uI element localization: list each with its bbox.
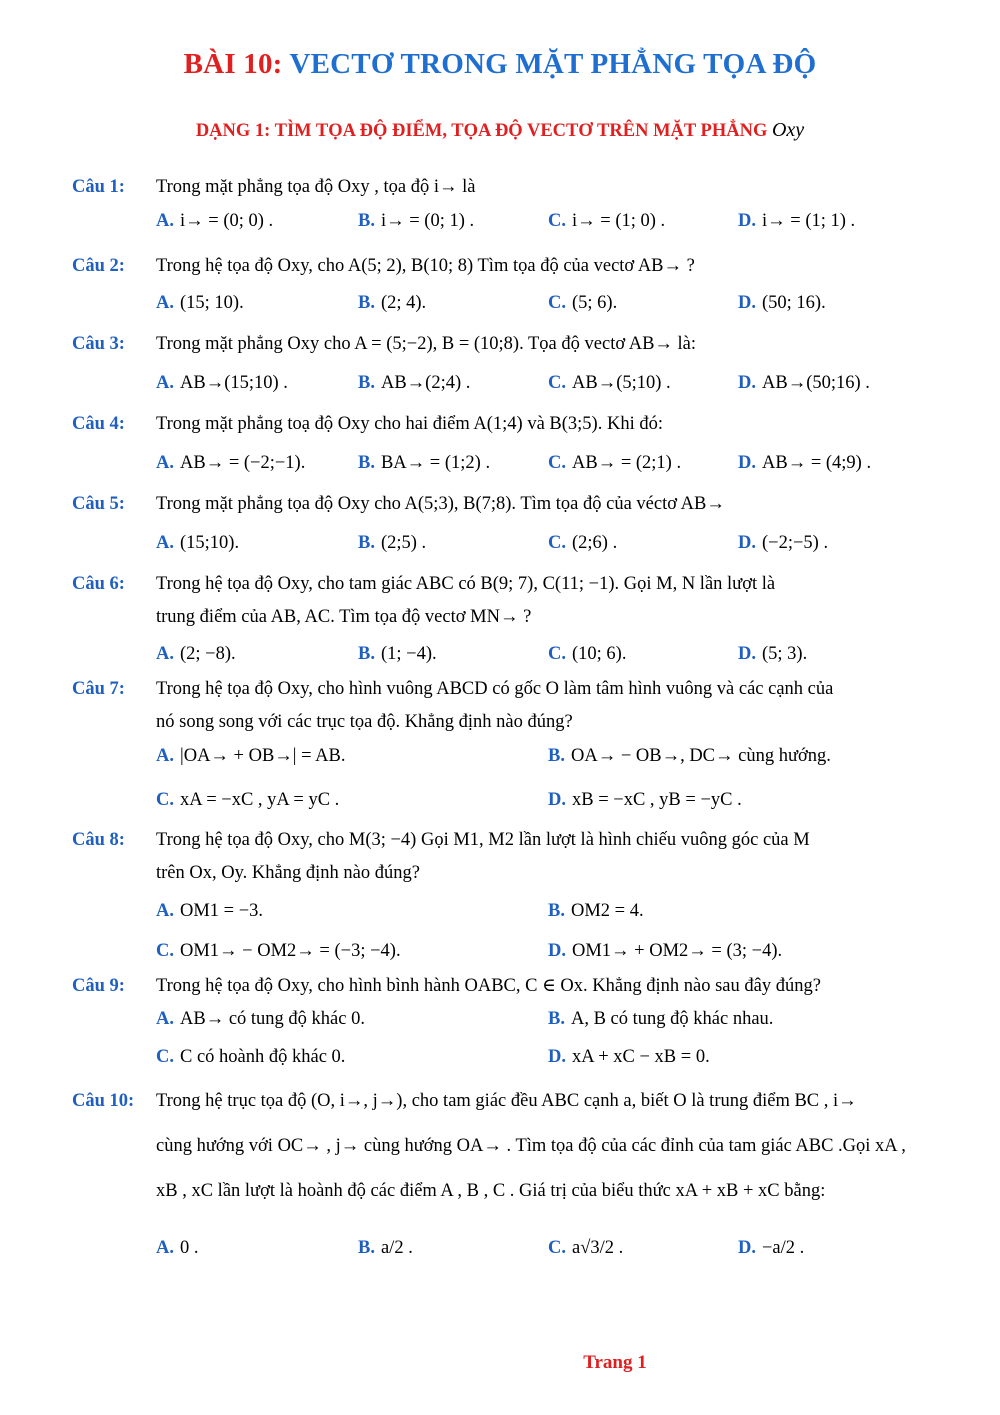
option-text: OA→ − OB→, DC→ cùng hướng. [570, 746, 831, 766]
option-text: OM1→ − OM2→ = (−3; −4). [180, 941, 401, 961]
option-letter: A. [156, 644, 174, 664]
answer-option[interactable] [548, 895, 644, 928]
answer-option[interactable] [358, 527, 426, 560]
question-number: Câu 2: [72, 256, 125, 276]
answer-option[interactable] [548, 367, 671, 400]
option-text: |OA→ + OB→| = AB. [180, 746, 346, 766]
option-letter: C. [548, 211, 566, 231]
option-text: AB→ = (2;1) . [572, 453, 682, 473]
option-text: (1; −4). [380, 644, 437, 664]
option-text: (50; 16). [762, 293, 826, 313]
option-text: AB→ = (4;9) . [762, 453, 872, 473]
question-number: Câu 9: [72, 976, 125, 996]
answer-option[interactable] [358, 1232, 413, 1265]
answer-option[interactable] [156, 527, 239, 560]
question-number: Câu 8: [72, 830, 125, 850]
option-letter: C. [156, 941, 174, 961]
answer-option[interactable] [738, 287, 826, 320]
question-text: Trong hệ tọa độ Oxy, cho A(5; 2), B(10; 8) Tìm tọa độ của vectơ AB→ ? [156, 256, 695, 276]
answer-option[interactable] [548, 1003, 773, 1036]
question-label [72, 824, 156, 857]
answer-option[interactable] [156, 205, 273, 238]
question-number: Câu 7: [72, 679, 125, 699]
option-text: AB→ có tung độ khác 0. [180, 1009, 365, 1029]
answer-option[interactable] [548, 784, 742, 817]
option-letter: A. [156, 1238, 174, 1258]
option-letter: D. [548, 941, 566, 961]
option-text: i→ = (1; 1) . [762, 211, 856, 231]
option-letter: D. [738, 373, 756, 393]
section-subtitle [0, 119, 1000, 142]
question-text: nó song song với các trục tọa độ. Khẳng định nào đúng? [156, 712, 573, 732]
option-text: C có hoành độ khác 0. [180, 1047, 346, 1067]
question-text: Trong hệ tọa độ Oxy, cho tam giác ABC có B(9; 7), C(11; −1). Gọi M, N lần lượt là [156, 574, 776, 594]
subtitle-text: DẠNG 1: TÌM TỌA ĐỘ ĐIỂM, TỌA ĐỘ VECTƠ TRÊN MẶT PHẲNG [195, 121, 768, 141]
question-text: Trong mặt phẳng Oxy cho A = (5;−2), B = (10;8). Tọa độ vectơ AB→ là: [156, 334, 697, 354]
option-letter: B. [548, 746, 565, 766]
answer-option[interactable] [156, 895, 263, 928]
question-number: Câu 4: [72, 414, 125, 434]
option-letter: A. [156, 901, 174, 921]
option-text: i→ = (0; 1) . [380, 211, 475, 231]
option-text: (15;10). [180, 533, 240, 553]
answer-option[interactable] [548, 935, 782, 968]
question-number: Câu 10: [72, 1091, 135, 1111]
option-text: (5; 6). [572, 293, 618, 313]
answer-option[interactable] [548, 447, 681, 480]
answer-option[interactable] [156, 784, 339, 817]
option-letter: A. [156, 373, 174, 393]
question-label [72, 171, 156, 204]
question-label [72, 1085, 156, 1118]
answer-option[interactable] [738, 527, 828, 560]
question-text: Trong hệ tọa độ Oxy, cho hình bình hành OABC, C ∈ Ox. Khẳng định nào sau đây đúng? [156, 976, 821, 996]
option-letter: D. [738, 644, 756, 664]
answer-option[interactable] [738, 447, 871, 480]
option-text: (2; −8). [180, 644, 236, 664]
question-number: Câu 6: [72, 574, 125, 594]
answer-option[interactable] [358, 447, 490, 480]
question-label [72, 250, 156, 283]
option-letter: C. [156, 1047, 174, 1067]
answer-option[interactable] [156, 367, 288, 400]
option-letter: B. [358, 644, 375, 664]
option-letter: D. [548, 1047, 566, 1067]
option-letter: C. [548, 453, 566, 473]
option-text: (−2;−5) . [762, 533, 829, 553]
option-letter: B. [358, 453, 375, 473]
question-text: cùng hướng với OC→ , j→ cùng hướng OA→ . Tìm tọa độ của các đỉnh của tam giác ABC .Gọi xA , [156, 1136, 906, 1156]
option-text: AB→(5;10) . [572, 373, 671, 393]
answer-option[interactable] [358, 367, 470, 400]
option-text: (2;6) . [572, 533, 618, 553]
question-label [72, 673, 156, 706]
title-prefix: BÀI 10: [183, 48, 283, 80]
option-text: A, B có tung độ khác nhau. [570, 1009, 774, 1029]
question-number: Câu 1: [72, 177, 125, 197]
answer-option[interactable] [156, 1232, 199, 1265]
subtitle-math: Oxy [771, 119, 805, 141]
answer-option[interactable] [156, 447, 305, 480]
option-text: AB→(2;4) . [380, 373, 471, 393]
option-letter: A. [156, 211, 174, 231]
question-number: Câu 3: [72, 334, 125, 354]
option-letter: A. [156, 1009, 174, 1029]
answer-option[interactable] [358, 287, 426, 320]
option-letter: C. [548, 644, 566, 664]
option-letter: A. [156, 746, 174, 766]
option-text: AB→(50;16) . [762, 373, 870, 393]
option-letter: A. [156, 293, 174, 313]
answer-option[interactable] [548, 638, 626, 671]
option-letter: B. [358, 211, 375, 231]
option-letter: C. [548, 293, 566, 313]
option-letter: D. [738, 211, 756, 231]
option-text: i→ = (0; 0) . [180, 211, 274, 231]
option-letter: D. [738, 293, 756, 313]
answer-option[interactable] [738, 205, 855, 238]
question-text: Trong hệ tọa độ Oxy, cho hình vuông ABCD có gốc O làm tâm hình vuông và các cạnh của [156, 679, 834, 699]
page-footer: Trang 1 [583, 1352, 647, 1373]
option-letter: B. [548, 1009, 565, 1029]
option-text: OM1→ + OM2→ = (3; −4). [572, 941, 783, 961]
question-label [72, 970, 156, 1003]
option-letter: B. [358, 373, 375, 393]
option-text: xA + xC − xB = 0. [572, 1047, 710, 1067]
option-letter: B. [358, 1238, 375, 1258]
option-letter: D. [738, 533, 756, 553]
answer-option[interactable] [548, 527, 617, 560]
option-text: (2;5) . [380, 533, 427, 553]
answer-option[interactable] [548, 287, 617, 320]
option-text: xB = −xC , yB = −yC . [572, 790, 742, 810]
option-letter: D. [738, 1238, 756, 1258]
title-main: VECTƠ TRONG MẶT PHẲNG TỌA ĐỘ [289, 48, 817, 80]
question-text: trên Ox, Oy. Khẳng định nào đúng? [156, 863, 420, 883]
question-label [72, 408, 156, 441]
answer-option[interactable] [156, 935, 401, 968]
question-label [72, 328, 156, 361]
question-text: xB , xC lần lượt là hoành độ các điểm A , B , C . Giá trị của biểu thức xA + xB + xC bằng: [156, 1181, 826, 1201]
option-text: AB→(15;10) . [180, 373, 288, 393]
answer-option[interactable] [738, 638, 807, 671]
answer-option[interactable] [738, 1232, 804, 1265]
option-text: xA = −xC , yA = yC . [180, 790, 340, 810]
answer-option[interactable] [156, 1003, 365, 1036]
answer-option[interactable] [156, 1041, 345, 1074]
answer-option[interactable] [548, 740, 831, 773]
answer-option[interactable] [548, 1232, 623, 1265]
question-text: Trong mặt phẳng tọa độ Oxy , tọa độ i→ là [156, 177, 476, 197]
question-text: Trong hệ tọa độ Oxy, cho M(3; −4) Gọi M1, M2 lần lượt là hình chiếu vuông góc của M [156, 830, 810, 850]
question-text: trung điểm của AB, AC. Tìm tọa độ vectơ MN→ ? [156, 607, 532, 627]
question-label [72, 568, 156, 601]
option-letter: A. [156, 453, 174, 473]
option-text: OM2 = 4. [570, 901, 644, 921]
answer-option[interactable] [156, 740, 346, 773]
option-text: a/2 . [380, 1238, 413, 1258]
option-text: BA→ = (1;2) . [380, 453, 491, 473]
answer-option[interactable] [156, 287, 244, 320]
option-text: i→ = (1; 0) . [572, 211, 666, 231]
answer-option[interactable] [156, 638, 236, 671]
answer-option[interactable] [738, 367, 870, 400]
option-letter: D. [738, 453, 756, 473]
question-text: Trong mặt phẳng toạ độ Oxy cho hai điểm A(1;4) và B(3;5). Khi đó: [156, 414, 663, 434]
option-text: AB→ = (−2;−1). [180, 453, 306, 473]
option-text: OM1 = −3. [180, 901, 264, 921]
question-text: Trong mặt phẳng tọa độ Oxy cho A(5;3), B(7;8). Tìm tọa độ của véctơ AB→ [156, 494, 725, 514]
option-text: (10; 6). [572, 644, 627, 664]
answer-option[interactable] [358, 205, 474, 238]
option-letter: D. [548, 790, 566, 810]
option-letter: B. [548, 901, 565, 921]
question-number: Câu 5: [72, 494, 125, 514]
option-letter: C. [548, 373, 566, 393]
option-text: (15; 10). [180, 293, 244, 313]
answer-option[interactable] [358, 638, 437, 671]
option-letter: B. [358, 533, 375, 553]
answer-option[interactable] [548, 1041, 710, 1074]
option-text: −a/2 . [762, 1238, 805, 1258]
option-letter: C. [548, 533, 566, 553]
option-text: a√3/2 . [572, 1238, 624, 1258]
option-letter: B. [358, 293, 375, 313]
question-label [72, 488, 156, 521]
option-text: 0 . [180, 1238, 199, 1258]
option-text: (5; 3). [762, 644, 808, 664]
page-title [0, 48, 1000, 81]
option-letter: A. [156, 533, 174, 553]
option-text: (2; 4). [380, 293, 427, 313]
answer-option[interactable] [548, 205, 665, 238]
question-text: Trong hệ trục tọa độ (O, i→, j→), cho tam giác đều ABC cạnh a, biết O là trung điểm BC , i→ [156, 1091, 857, 1111]
option-letter: C. [156, 790, 174, 810]
option-letter: C. [548, 1238, 566, 1258]
